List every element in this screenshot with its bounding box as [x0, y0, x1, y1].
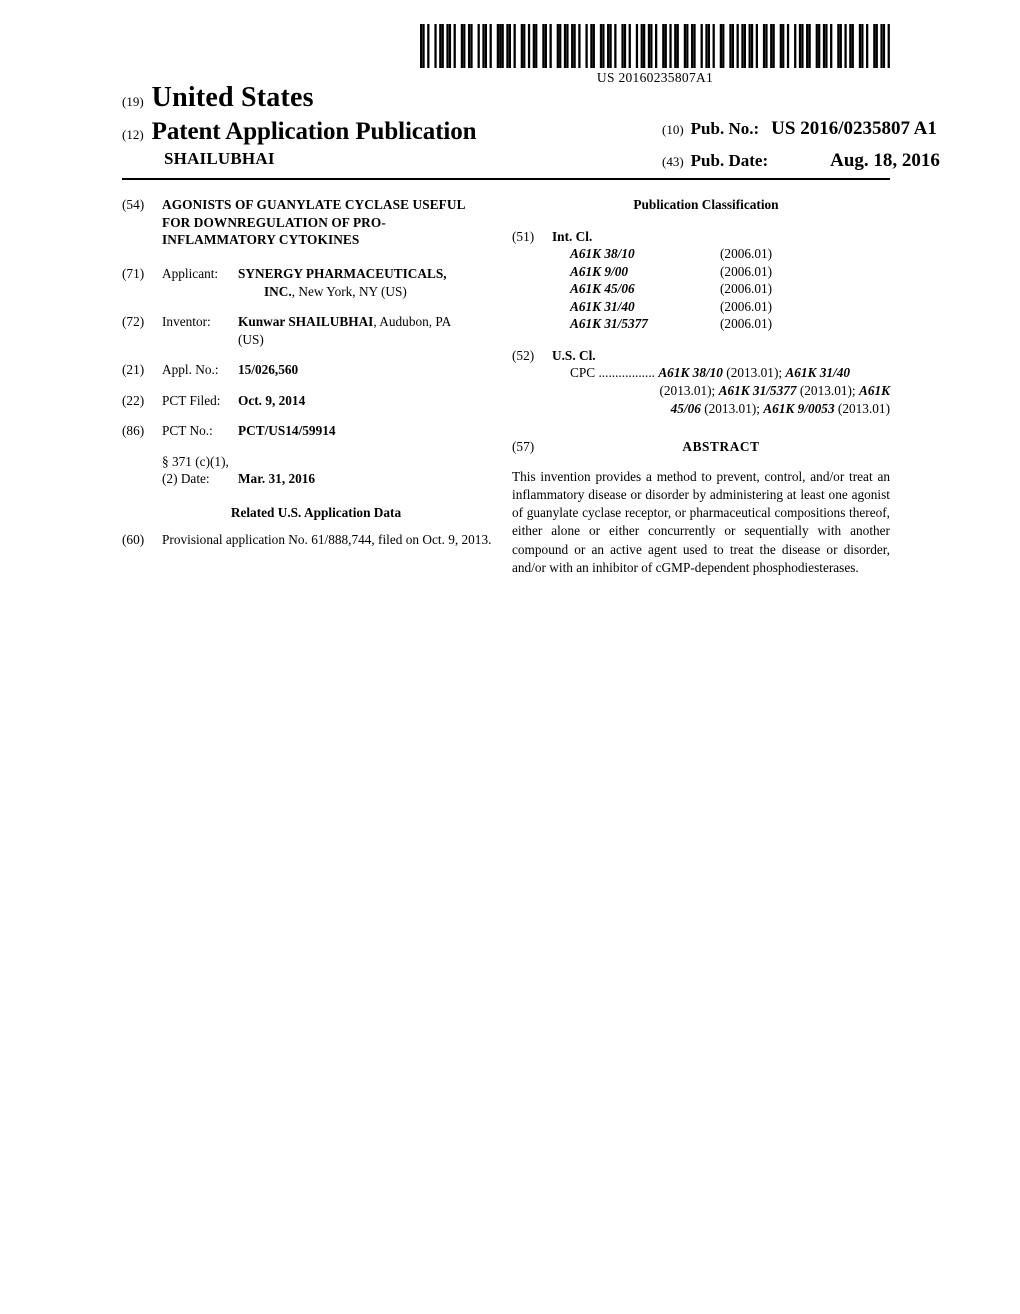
appl-no-label: Appl. No.: — [162, 362, 219, 378]
cpc-date-4: (2013.01); — [704, 401, 760, 417]
int-cl-field — [512, 228, 890, 333]
pub-no-label: Pub. No.: — [690, 119, 760, 138]
abstract-heading-row — [512, 438, 890, 456]
ipc-code: A61K 31/5377 — [570, 316, 648, 332]
code-51: (51) — [512, 228, 535, 244]
code-86: (86) — [122, 423, 145, 439]
country-line — [122, 82, 892, 114]
pub-date-value: Aug. 18, 2016 — [830, 150, 940, 171]
left-column — [122, 196, 492, 549]
code-12: (12) — [122, 127, 144, 142]
cpc-code-3: A61K 31/5377 — [718, 383, 797, 399]
int-cl-label: Int. Cl. — [552, 228, 593, 244]
section-371-label — [162, 453, 238, 488]
ipc-code: A61K 45/06 — [570, 281, 635, 297]
pct-no-value: PCT/US14/59914 — [238, 423, 336, 439]
country-name: United States — [151, 82, 314, 113]
ipc-date: (2006.01) — [720, 298, 773, 314]
cpc-dots: ................. — [598, 365, 655, 381]
us-cl-field — [512, 347, 890, 418]
ipc-date: (2006.01) — [720, 281, 773, 297]
header-divider — [122, 178, 890, 180]
ipc-row — [570, 245, 890, 263]
appl-no-field — [122, 361, 492, 379]
ipc-row — [570, 298, 890, 316]
section-371-text: § 371 (c)(1), — [162, 453, 229, 469]
applicant-city: , New York, NY (US) — [291, 283, 407, 299]
cpc-label: CPC — [570, 365, 596, 381]
abstract-heading: ABSTRACT — [682, 439, 760, 455]
inventor-label: Inventor: — [162, 314, 211, 330]
cpc-code-4-part2: 45/06 — [670, 401, 701, 417]
pub-date-label: Pub. Date: — [690, 151, 769, 170]
code-57: (57) — [512, 439, 535, 455]
applicant-value — [238, 265, 492, 300]
inventor-value — [238, 313, 492, 348]
date-2-value-text: Mar. 31, 2016 — [238, 471, 316, 487]
cpc-code-1: A61K 38/10 — [658, 365, 723, 381]
code-52: (52) — [512, 347, 535, 363]
publication-date-block — [662, 150, 1020, 172]
document-type: Patent Application Publication — [151, 118, 477, 145]
ipc-date: (2006.01) — [720, 316, 773, 332]
ipc-date: (2006.01) — [720, 246, 773, 262]
code-19: (19) — [122, 94, 144, 109]
ipc-code: A61K 31/40 — [570, 298, 635, 314]
right-column — [512, 196, 890, 577]
masthead — [122, 82, 940, 171]
applicant-field — [122, 265, 492, 300]
us-cl-label: U.S. Cl. — [552, 347, 596, 363]
cpc-line-1 — [570, 364, 890, 382]
publication-number-block — [662, 118, 1020, 140]
barcode-area — [420, 24, 890, 86]
pct-filed-field — [122, 392, 492, 410]
code-54: (54) — [122, 197, 145, 212]
ipc-row — [570, 315, 890, 333]
inventor-field — [122, 313, 492, 348]
ipc-date: (2006.01) — [720, 263, 773, 279]
barcode-image — [420, 24, 890, 68]
us-cl-body — [552, 347, 890, 418]
pct-no-label: PCT No.: — [162, 423, 213, 439]
ipc-code: A61K 9/00 — [570, 263, 628, 279]
abstract-text: This invention provides a method to prevent, control, and/or treat an inflammatory disease or disorder by administering at least one agonist of guanylate cyclase receptor, or pharmaceutical compositions thereof, either alone or either concurrently or sequentially with another compound or an active agent used to treat the disease or disorder, and/or with an inhibitor of cGMP-dependent phosphodiesterases. — [512, 468, 890, 575]
date-2-value — [238, 470, 492, 488]
invention-title: AGONISTS OF GUANYLATE CYCLASE USEFUL FOR DOWNREGULATION OF PRO-INFLAMMATORY CYTOKINES — [162, 197, 465, 248]
ipc-row — [570, 280, 890, 298]
inventor-city: , Audubon, PA — [373, 314, 452, 330]
code-60: (60) — [122, 532, 145, 548]
inventor-country: (US) — [238, 331, 264, 347]
cpc-code-2: A61K 31/40 — [785, 365, 851, 381]
cpc-line-3 — [570, 400, 890, 418]
cpc-date-1: (2013.01); — [726, 365, 783, 381]
title-field — [122, 196, 492, 249]
ipc-code: A61K 38/10 — [570, 246, 635, 262]
cpc-date-5: (2013.01) — [837, 401, 890, 417]
applicant-name-2: INC. — [264, 283, 292, 299]
cpc-block — [570, 364, 890, 418]
applicant-label: Applicant: — [162, 266, 219, 282]
section-371-field — [122, 453, 492, 488]
code-21: (21) — [122, 362, 145, 378]
inventor-surname: SHAILUBHAI — [164, 149, 275, 168]
date-2-label: (2) Date: — [162, 471, 210, 487]
cpc-code-5: A61K 9/0053 — [763, 401, 835, 417]
cpc-line-2 — [570, 382, 890, 400]
related-application-data-heading: Related U.S. Application Data — [230, 504, 402, 520]
provisional-application-field — [122, 531, 492, 549]
pct-filed-label: PCT Filed: — [162, 392, 221, 408]
cpc-date-2: (2013.01); — [659, 383, 716, 399]
pct-no-field — [122, 422, 492, 440]
code-72: (72) — [122, 314, 145, 330]
ipc-row — [570, 263, 890, 281]
inventor-full-name: Kunwar SHAILUBHAI — [238, 314, 374, 330]
applicant-name: SYNERGY PHARMACEUTICALS, — [238, 266, 447, 282]
cpc-date-3: (2013.01); — [799, 383, 856, 399]
appl-no-value: 15/026,560 — [238, 362, 299, 378]
pub-no-value: US 2016/0235807 A1 — [771, 118, 937, 139]
code-10: (10) — [662, 122, 684, 137]
code-43: (43) — [662, 154, 684, 169]
publication-classification-heading: Publication Classification — [633, 197, 779, 212]
provisional-application-text: Provisional application No. 61/888,744, filed on Oct. 9, 2013. — [162, 532, 492, 548]
cpc-code-4-part1: A61K — [858, 383, 890, 399]
pct-filed-value: Oct. 9, 2014 — [238, 392, 306, 408]
int-cl-body — [552, 228, 890, 333]
code-22: (22) — [122, 392, 145, 408]
barcode-number: US 20160235807A1 — [596, 70, 714, 85]
code-71: (71) — [122, 266, 145, 282]
